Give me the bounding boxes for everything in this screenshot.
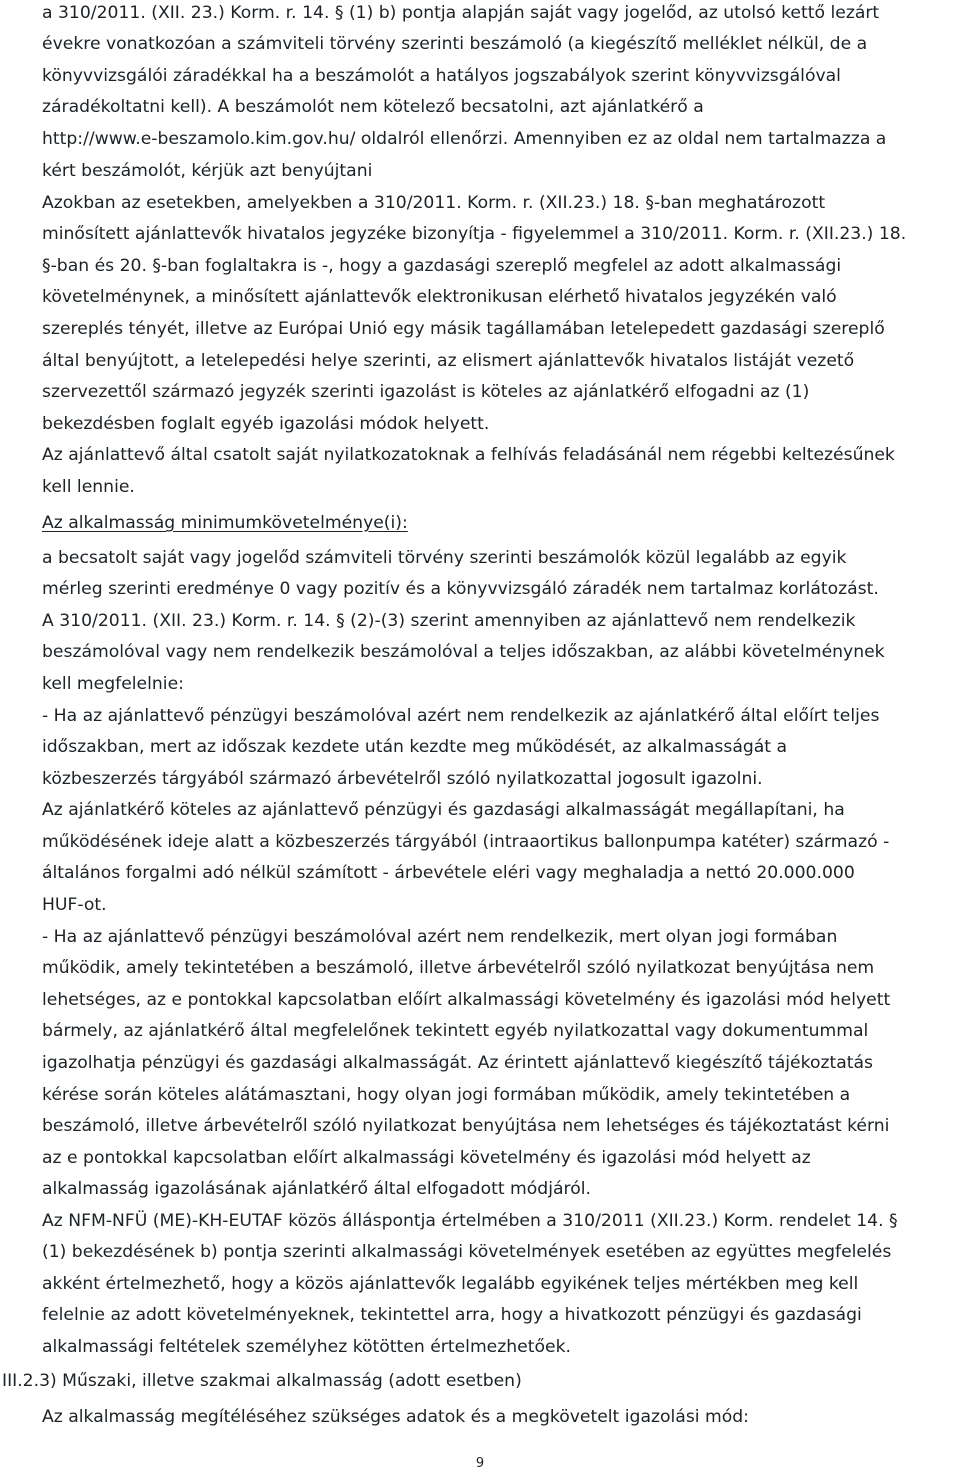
text-line: általános forgalmi adó nélkül számított - árbevétele eléri vagy meghaladja a nettó 20.000.000	[42, 863, 855, 883]
text-line: bekezdésben foglalt egyéb igazolási módok helyett.	[42, 414, 490, 434]
text-line: Az NFM-NFÜ (ME)-KH-EUTAF közös álláspontja értelmében a 310/2011 (XII.23.) Korm. rendelet 14. §	[42, 1211, 898, 1231]
text-line: igazolhatja pénzügyi és gazdasági alkalmasságát. Az érintett ajánlattevő kiegészítő tájékoztatás	[42, 1053, 874, 1073]
text-line: évekre vonatkozóan a számviteli törvény szerinti beszámoló (a kiegészítő melléklet nélkül, de a	[42, 34, 868, 54]
text-line: időszakban, mert az időszak kezdete után kezdte meg működését, az alkalmasságát a	[42, 737, 788, 757]
text-line: működésének ideje alatt a közbeszerzés tárgyából (intraaortikus ballonpumpa katéter) származó -	[42, 832, 890, 852]
text-line: mérleg szerinti eredménye 0 vagy pozitív és a könyvvizsgáló záradék nem tartalmaz korlátozást.	[42, 579, 879, 599]
text-line: kérése során köteles alátámasztani, hogy olyan jogi formában működik, amely tekintetében a	[42, 1085, 851, 1105]
text-line: HUF-ot.	[42, 895, 107, 915]
text-line: szereplés tényét, illetve az Európai Unió egy másik tagállamában letelepedett gazdasági szereplő	[42, 319, 885, 339]
text-line: §-ban és 20. §-ban foglaltakra is -, hogy a gazdasági szereplő megfelel az adott alkalmassági	[42, 256, 842, 276]
text-line: bármely, az ajánlatkérő által megfelelőnek tekintett egyéb nyilatkozattal vagy dokumentummal	[42, 1021, 869, 1041]
text-line: - Ha az ajánlattevő pénzügyi beszámolóval azért nem rendelkezik az ajánlatkérő által előírt teljes	[42, 706, 880, 726]
text-line: Azokban az esetekben, amelyekben a 310/2011. Korm. r. (XII.23.) 18. §-ban meghatározott	[42, 193, 826, 213]
text-line: kért beszámolót, kérjük azt benyújtani	[42, 161, 373, 181]
text-line: a 310/2011. (XII. 23.) Korm. r. 14. § (1) b) pontja alapján saját vagy jogelőd, az utolsó kettő lezárt	[42, 3, 880, 23]
section-subheading: Az alkalmasság minimumkövetelménye(i):	[42, 513, 408, 533]
text-line: felelnie az adott követelményeknek, tekintettel arra, hogy a hivatkozott pénzügyi és gazdasági	[42, 1305, 862, 1325]
text-line: minősített ajánlattevők hivatalos jegyzéke bizonyítja - figyelemmel a 310/2011. Korm. r. (XII.23.) 18.	[42, 224, 907, 244]
text-line: http://www.e-beszamolo.kim.gov.hu/ oldalról ellenőrzi. Amennyiben ez az oldal nem tartalmazza a	[42, 129, 887, 149]
text-line: A 310/2011. (XII. 23.) Korm. r. 14. § (2)-(3) szerint amennyiben az ajánlattevő nem rendelkezik	[42, 611, 856, 631]
section-heading: III.2.3) Műszaki, illetve szakmai alkalmasság (adott esetben)	[2, 1371, 522, 1391]
text-line: alkalmasság igazolásának ajánlatkérő által elfogadott módjáról.	[42, 1179, 591, 1199]
text-line: beszámoló, illetve árbevételről szóló nyilatkozat benyújtása nem lehetséges és tájékoztatást kérni	[42, 1116, 890, 1136]
text-line: záradékoltatni kell). A beszámolót nem kötelező becsatolni, azt ajánlatkérő a	[42, 97, 704, 117]
text-line: közbeszerzés tárgyából származó árbevételről szóló nyilatkozattal jogosult igazolni.	[42, 769, 763, 789]
text-line: kell lennie.	[42, 477, 135, 497]
text-line: Az alkalmasság megítéléséhez szükséges adatok és a megkövetelt igazolási mód:	[42, 1407, 749, 1427]
text-line: kell megfelelnie:	[42, 674, 184, 694]
text-line: Az ajánlattevő által csatolt saját nyilatkozatoknak a felhívás feladásánál nem régebbi keltezésűnek	[42, 445, 895, 465]
text-line: akként értelmezhető, hogy a közös ajánlattevők legalább egyikének teljes mértékben meg kell	[42, 1274, 859, 1294]
text-line: szervezettől származó jegyzék szerinti igazolást is köteles az ajánlatkérő elfogadni az (1)	[42, 382, 810, 402]
text-line: az e pontokkal kapcsolatban előírt alkalmassági követelmény és igazolási mód helyett az	[42, 1148, 811, 1168]
text-line: könyvvizsgálói záradékkal ha a beszámolót a hatályos jogszabályok szerint könyvvizsgálóval	[42, 66, 841, 86]
text-line: lehetséges, az e pontokkal kapcsolatban előírt alkalmassági követelmény és igazolási mód helyett	[42, 990, 891, 1010]
text-line: működik, amely tekintetében a beszámoló, illetve árbevételről szóló nyilatkozat benyújtása nem	[42, 958, 875, 978]
text-line: által benyújtott, a letelepedési helye szerinti, az elismert ajánlattevők hivatalos listáját vezető	[42, 351, 855, 371]
page-number: 9	[475, 1456, 485, 1471]
text-line: - Ha az ajánlattevő pénzügyi beszámolóval azért nem rendelkezik, mert olyan jogi formában	[42, 927, 838, 947]
text-line: beszámolóval vagy nem rendelkezik beszámolóval a teljes időszakban, az alábbi követelménynek	[42, 642, 885, 662]
text-line: Az ajánlatkérő köteles az ajánlattevő pénzügyi és gazdasági alkalmasságát megállapítani, ha	[42, 800, 845, 820]
text-line: (1) bekezdésének b) pontja szerinti alkalmassági követelmények esetében az együttes megfelelés	[42, 1242, 892, 1262]
text-line: alkalmassági feltételek személyhez kötötten értelmezhetőek.	[42, 1337, 571, 1357]
text-line: a becsatolt saját vagy jogelőd számviteli törvény szerinti beszámolók közül legalább az egyik	[42, 548, 847, 568]
text-line: követelménynek, a minősített ajánlattevők elektronikusan elérhető hivatalos jegyzékén való	[42, 287, 837, 307]
